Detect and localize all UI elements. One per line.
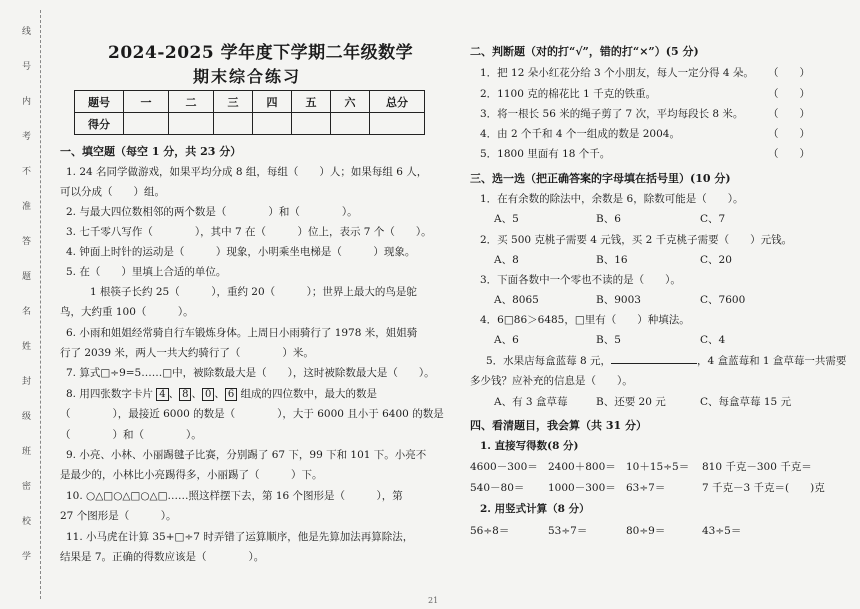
- number-card: 6: [225, 388, 237, 401]
- question-line: [66, 386, 377, 401]
- question-line: 是最少的，小林比小亮踢得多，小丽踢了（ ）下。: [60, 469, 323, 481]
- number-card: 4: [156, 388, 168, 401]
- choice-option: A、8: [494, 254, 519, 266]
- answer-paren[interactable]: （ ）: [768, 128, 810, 140]
- question-line: 2. 与最大四位数相邻的两个数是（ ）和（ ）。: [66, 206, 358, 218]
- calc-item: 540－80＝: [470, 482, 525, 494]
- score-cell: 得分: [75, 113, 124, 135]
- question-line: 3. 七千零八写作（ ），其中 7 在（ ）位上，表示 7 个（ ）。: [66, 226, 432, 238]
- binding-margin-label: 学: [22, 552, 32, 562]
- judge-item: 2．1100 克的棉花比 1 千克的铁重。: [480, 88, 657, 100]
- calc-item: 1000－300＝: [548, 482, 616, 494]
- exam-title: 2024-2025 学年度下学期二年级数学: [108, 43, 414, 63]
- score-table-header-row: [75, 91, 425, 113]
- choice-question: 2．买 500 克桃子需要 4 元钱，买 2 千克桃子需要（ ）元钱。: [480, 234, 793, 246]
- vertical-calc-item: 53÷7＝: [548, 525, 588, 537]
- question-line: （ ）和（ ）。: [60, 429, 202, 441]
- score-input-cell[interactable]: [169, 113, 214, 135]
- score-cell: 五: [292, 91, 331, 113]
- choice-option: B、5: [596, 334, 621, 346]
- question-line: 11. 小马虎在计算 35+□÷7 时弄错了运算顺序，他是先算加法再算除法，: [66, 531, 414, 543]
- choice-option: A、8065: [494, 294, 539, 306]
- calc-item: 7 千克－3 千克＝( )克: [702, 482, 825, 494]
- score-cell: 总分: [370, 91, 425, 113]
- question-line: 27 个图形是（ ）。: [60, 510, 177, 522]
- choice-option: C、7600: [700, 294, 746, 306]
- answer-paren[interactable]: （ ）: [768, 88, 810, 100]
- calc-item: 2400＋800＝: [548, 461, 616, 473]
- question-line: 1. 24 名同学做游戏，如果平均分成 8 组，每组（ ）人；如果每组 6 人，: [66, 166, 428, 178]
- binding-margin-label: 考: [22, 132, 32, 142]
- question-line: 行了 2039 米，两人一共大约骑行了（ ）米。: [60, 347, 314, 359]
- score-input-cell[interactable]: [214, 113, 253, 135]
- score-input-cell[interactable]: [331, 113, 370, 135]
- binding-margin-label: 密: [22, 482, 32, 492]
- answer-paren[interactable]: （ ）: [768, 148, 810, 160]
- question-line: 9. 小亮、小林、小丽踢毽子比赛，分别踢了 67 下，99 下和 101 下。小亮不: [66, 449, 427, 461]
- choice-question: 4．6□86＞6485，□里有（ ）种填法。: [480, 314, 690, 326]
- choice-option: B、16: [596, 254, 628, 266]
- question-line: 可以分成（ ）组。: [60, 186, 165, 198]
- calc-item: 10＋15÷5＝: [626, 461, 690, 473]
- score-input-cell[interactable]: [124, 113, 169, 135]
- separator-text: 、: [191, 388, 202, 400]
- choice-question: 3．下面各数中一个零也不读的是（ ）。: [480, 274, 681, 286]
- question-line: 10. ○△□○△□○△□……照这样摆下去，第 16 个图形是（ ），第: [66, 490, 403, 502]
- question-text: 8. 用四张数字卡片: [66, 388, 153, 400]
- section3-heading: 三、选一选（把正确答案的字母填在括号里）(10 分): [470, 172, 731, 185]
- question-line: 1 根筷子长约 25（ ），重约 20（ ）；世界上最大的鸟是鸵: [90, 286, 417, 298]
- score-cell: 三: [214, 91, 253, 113]
- choice-option: C、每盒草莓 15 元: [700, 396, 792, 408]
- choice-option: B、9003: [596, 294, 641, 306]
- question-line: （ ），最接近 6000 的数是（ ），大于 6000 且小于 6400 的数是: [60, 408, 444, 420]
- choice-option: A、5: [494, 213, 519, 225]
- number-card: 0: [202, 388, 214, 401]
- vertical-calc-item: 43÷5＝: [702, 525, 742, 537]
- question-line: 鸟，大约重 100（ ）。: [60, 306, 194, 318]
- answer-paren[interactable]: （ ）: [768, 67, 810, 79]
- score-table: [74, 90, 425, 135]
- question-line: 结果是 7。正确的得数应该是（ ）。: [60, 551, 265, 563]
- choice-option: A、6: [494, 334, 519, 346]
- page-number: 21: [428, 596, 439, 605]
- binding-margin-label: 号: [22, 62, 32, 72]
- choice-question: 多少钱？应补充的信息是（ ）。: [470, 375, 633, 387]
- choice-option: B、6: [596, 213, 621, 225]
- question-line: 7. 算式□÷9=5……□中，被除数最大是（ ），这时被除数最大是（ ）。: [66, 367, 435, 379]
- judge-item: 4．由 2 个千和 4 个一组成的数是 2004。: [480, 128, 680, 140]
- choice-option: C、20: [700, 254, 732, 266]
- number-card: 8: [179, 388, 191, 401]
- binding-margin-label: 姓: [22, 342, 32, 352]
- binding-margin-label: 级: [22, 412, 32, 422]
- exam-subtitle: 期末综合练习: [193, 67, 302, 86]
- binding-margin-label: 封: [22, 377, 32, 387]
- separator-text: 、: [214, 388, 225, 400]
- binding-margin-label: 名: [22, 307, 32, 317]
- vertical-calc-item: 56÷8＝: [470, 525, 510, 537]
- choice-option: A、有 3 盒草莓: [494, 396, 568, 408]
- question-text: ，4 盒蓝莓和 1 盒草莓一共需要: [697, 355, 847, 367]
- binding-margin-label: 题: [22, 272, 32, 282]
- calc-item: 63÷7＝: [626, 482, 666, 494]
- score-input-cell[interactable]: [253, 113, 292, 135]
- binding-margin-label: 班: [22, 447, 32, 457]
- choice-option: C、4: [700, 334, 726, 346]
- score-table-score-row: [75, 113, 425, 135]
- score-cell: 题号: [75, 91, 124, 113]
- choice-question: 1．在有余数的除法中，余数是 6，除数可能是（ ）。: [480, 193, 744, 205]
- choice-option: C、7: [700, 213, 726, 225]
- sub-heading: 1. 直接写得数(8 分): [480, 440, 579, 452]
- score-input-cell[interactable]: [370, 113, 425, 135]
- vertical-calc-item: 80÷9＝: [626, 525, 666, 537]
- binding-margin-label: 答: [22, 237, 32, 247]
- score-cell: 一: [124, 91, 169, 113]
- choice-question: [486, 353, 846, 368]
- binding-margin-label: 校: [22, 517, 32, 527]
- question-line: 6. 小雨和姐姐经常骑自行车锻炼身体。上周日小雨骑行了 1978 米，姐姐骑: [66, 327, 418, 339]
- binding-margin-label: 线: [22, 27, 32, 37]
- sub-heading: 2. 用竖式计算（8 分）: [480, 503, 590, 515]
- score-cell: 二: [169, 91, 214, 113]
- calc-item: 810 千克－300 千克＝: [702, 461, 812, 473]
- score-input-cell[interactable]: [292, 113, 331, 135]
- blank-line[interactable]: [611, 363, 697, 364]
- calc-item: 4600－300＝: [470, 461, 538, 473]
- judge-item: 5．1800 里面有 18 个千。: [480, 148, 611, 160]
- binding-margin-label: 不: [22, 167, 32, 177]
- separator-text: 、: [168, 388, 180, 400]
- section2-heading: 二、判断题（对的打“√”，错的打“×”）(5 分): [470, 45, 699, 58]
- section1-heading: 一、填空题（每空 1 分，共 23 分）: [60, 145, 242, 158]
- judge-item: 1．把 12 朵小红花分给 3 个小朋友，每人一定分得 4 朵。: [480, 67, 754, 79]
- question-line: 4. 钟面上时针的运动是（ ）现象，小明乘坐电梯是（ ）现象。: [66, 246, 416, 258]
- judge-item: 3．将一根长 56 米的绳子剪了 7 次，平均每段长 8 米。: [480, 108, 744, 120]
- section4-heading: 四、看清题目，我会算（共 31 分）: [470, 419, 647, 432]
- binding-margin-label: 内: [22, 97, 32, 107]
- question-text: 组成的四位数中，最大的数是: [240, 388, 378, 400]
- answer-paren[interactable]: （ ）: [768, 108, 810, 120]
- score-cell: 四: [253, 91, 292, 113]
- question-line: 5. 在（ ）里填上合适的单位。: [66, 266, 227, 278]
- score-cell: 六: [331, 91, 370, 113]
- binding-margin-label: 准: [22, 202, 32, 212]
- choice-option: B、还要 20 元: [596, 396, 666, 408]
- binding-line: [40, 10, 41, 599]
- question-text: 5．水果店每盒蓝莓 8 元，: [486, 355, 612, 367]
